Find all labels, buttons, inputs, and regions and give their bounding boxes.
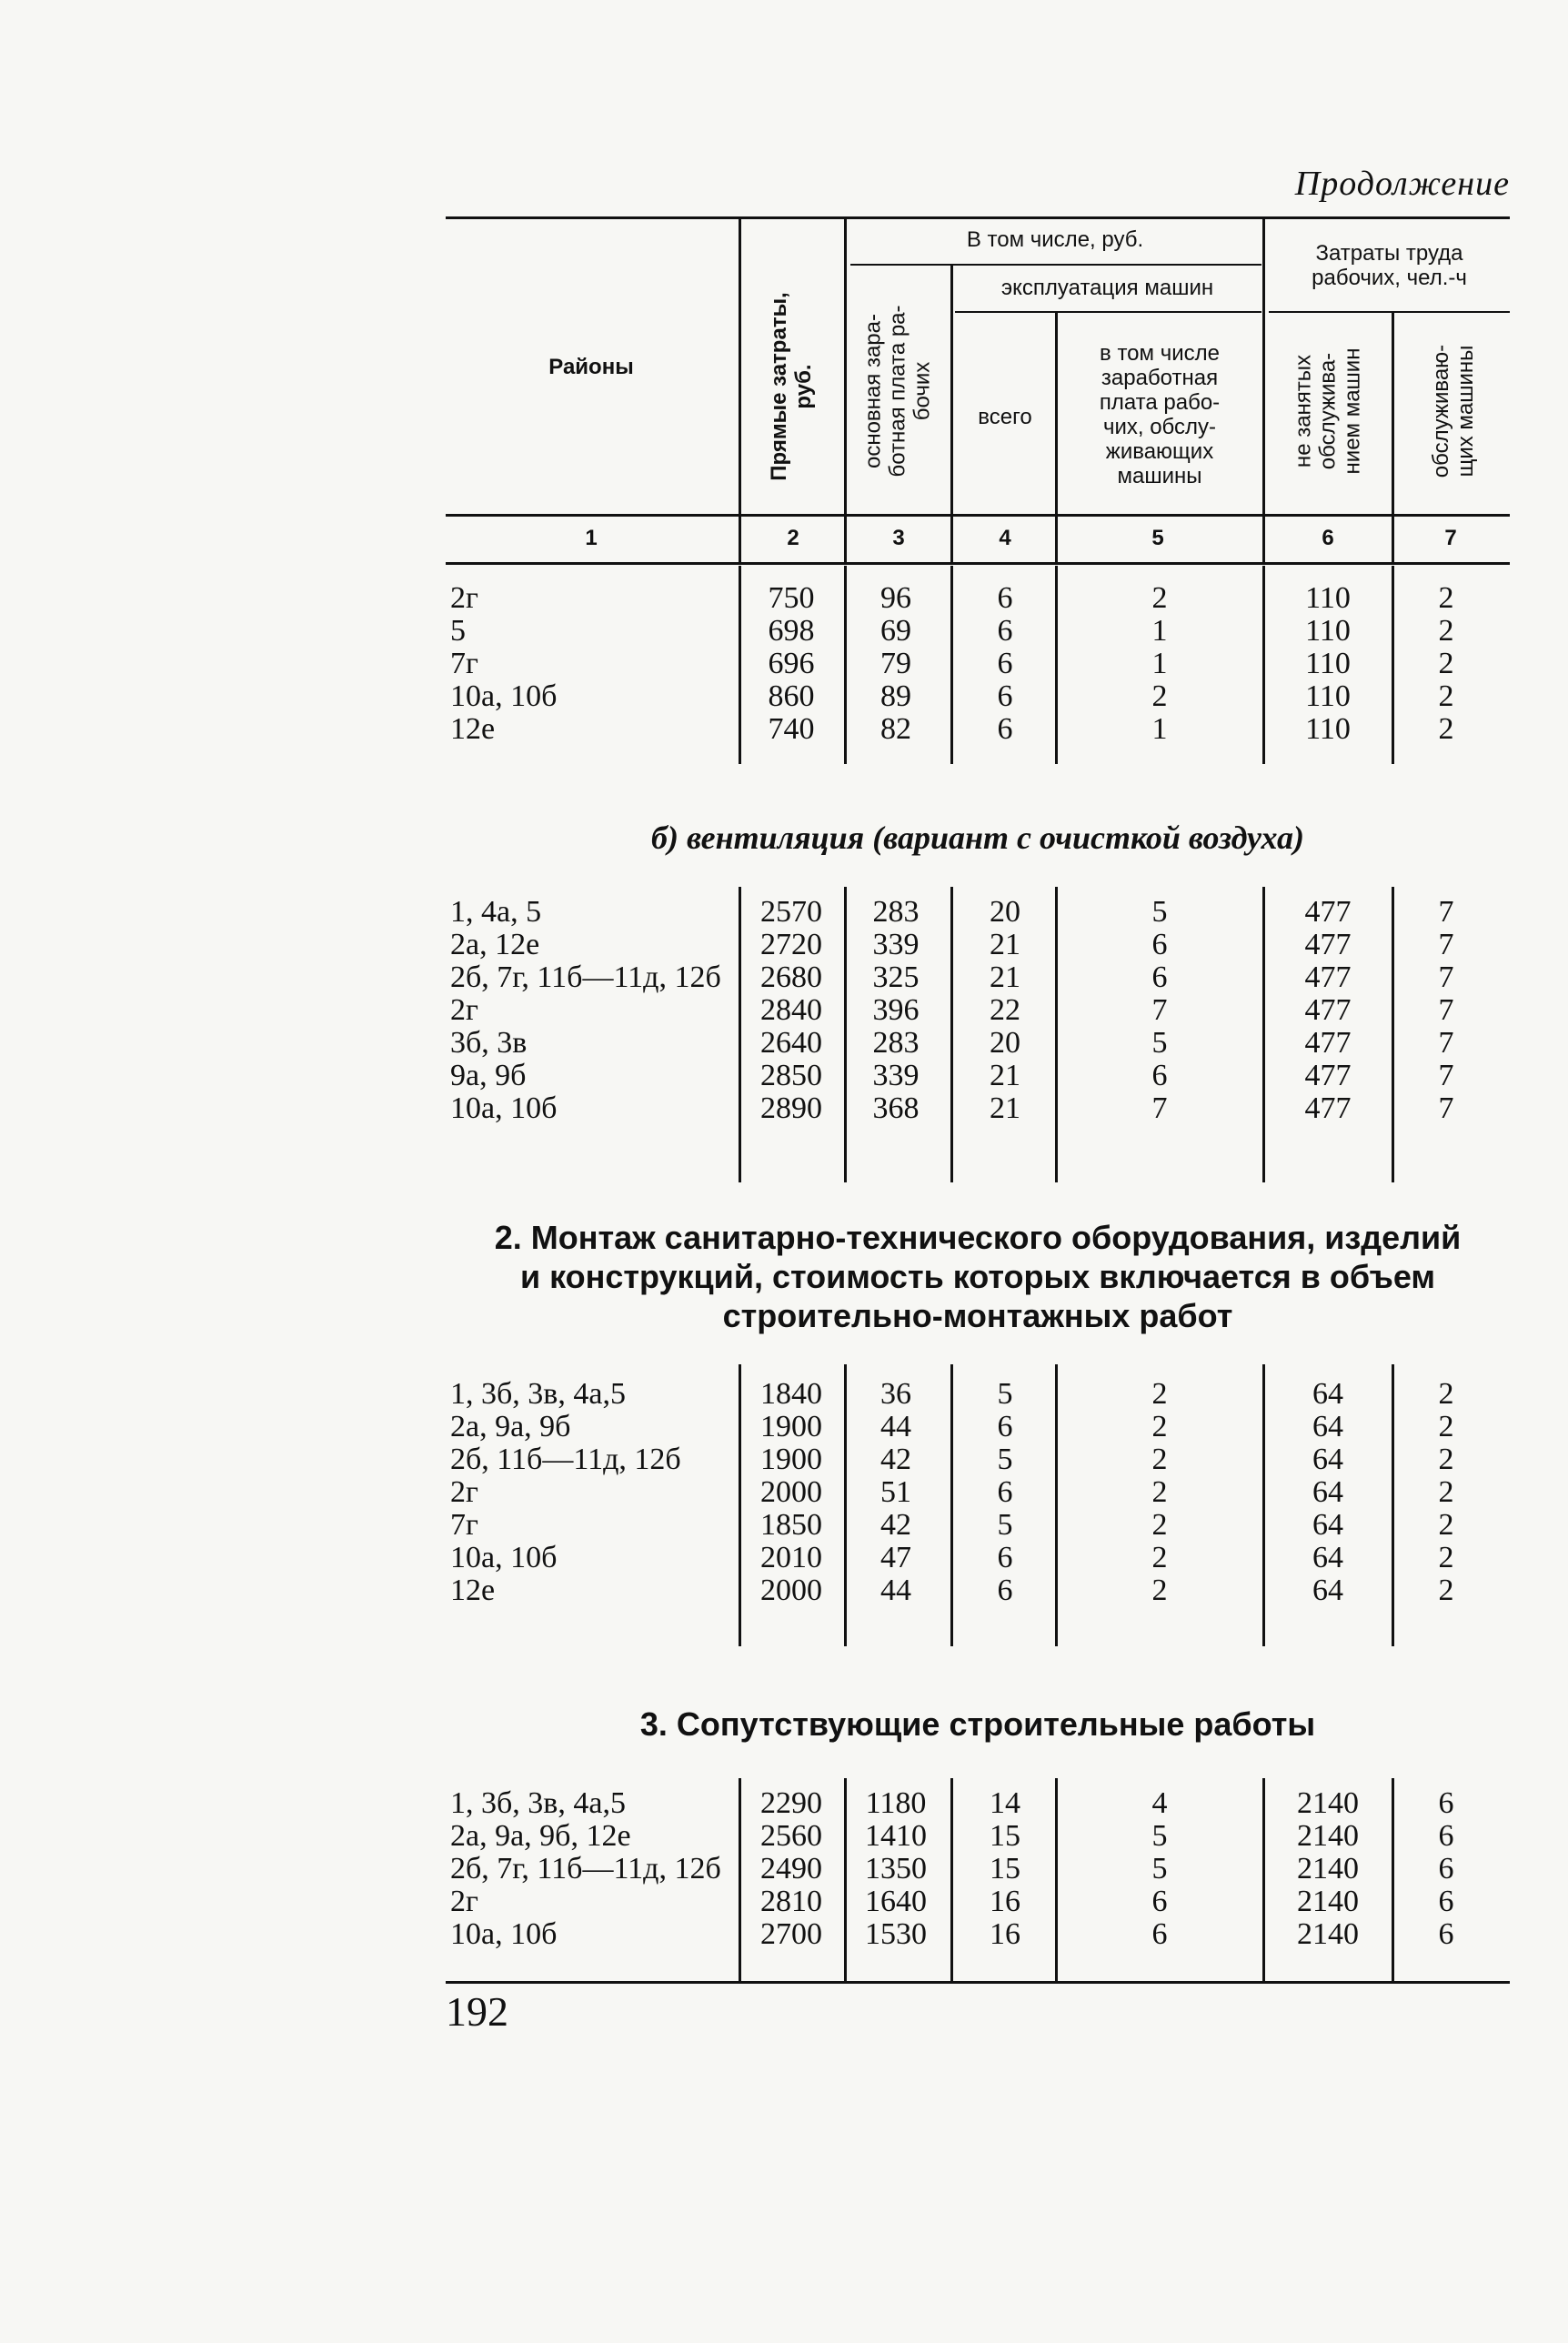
section-b-cell-col5: 6 bbox=[1151, 960, 1168, 994]
section-3-title: 3. Сопутствующие строительные работы bbox=[639, 1705, 1316, 1743]
section-b-cell-col6: 477 bbox=[1304, 895, 1352, 929]
section-a-cell-col5: 1 bbox=[1151, 712, 1168, 746]
section-b-cell-col5: 6 bbox=[1151, 928, 1168, 961]
section-a-cell-col5: 1 bbox=[1151, 647, 1168, 680]
section-2-cell-col2: 1900 bbox=[760, 1410, 822, 1443]
section-b-cell-col6: 477 bbox=[1304, 960, 1352, 994]
section-3-cell-col4: 14 bbox=[990, 1786, 1020, 1820]
section-2-cell-col4: 5 bbox=[997, 1508, 1013, 1542]
section-3-cell-col7: 6 bbox=[1438, 1786, 1454, 1820]
section-a-cell-col6: 110 bbox=[1305, 614, 1351, 648]
section-2-cell-col3: 44 bbox=[880, 1574, 911, 1607]
section-b-cell-col7: 7 bbox=[1438, 895, 1454, 929]
section-2-cell-col7: 2 bbox=[1438, 1443, 1454, 1476]
section-2-cell-col6: 64 bbox=[1312, 1508, 1343, 1542]
section-3-cell-col2: 2560 bbox=[760, 1819, 822, 1853]
section-a-cell-col5: 1 bbox=[1151, 614, 1168, 648]
section-3-cell-col4: 16 bbox=[990, 1917, 1020, 1951]
section-b-cell-col7: 7 bbox=[1438, 1026, 1454, 1060]
section-b-row bbox=[446, 929, 1510, 961]
section-a-cell-col1: 5 bbox=[450, 614, 466, 648]
section-2-cell-col5: 2 bbox=[1151, 1508, 1168, 1542]
section-b-cell-col1: 2а, 12е bbox=[450, 928, 540, 961]
section-b-cell-col5: 7 bbox=[1151, 1091, 1168, 1125]
header-col6: не занятых обслужива- нием машин bbox=[1291, 347, 1365, 475]
section-2-cell-col7: 2 bbox=[1438, 1475, 1454, 1509]
header-vsep-2 bbox=[844, 218, 847, 564]
section-2-cell-col7: 2 bbox=[1438, 1541, 1454, 1574]
section-a-cell-col3: 69 bbox=[880, 614, 911, 648]
section-2-row bbox=[446, 1378, 1510, 1411]
header-group-rule bbox=[850, 264, 1261, 266]
section-2-cell-col3: 42 bbox=[880, 1508, 911, 1542]
section-2-cell-col6: 64 bbox=[1312, 1475, 1343, 1509]
section-a-cell-col2: 698 bbox=[768, 614, 815, 648]
section-3-cell-col6: 2140 bbox=[1297, 1852, 1359, 1885]
section-2-cell-col1: 10а, 10б bbox=[450, 1541, 558, 1574]
section-3-cell-col4: 15 bbox=[990, 1852, 1020, 1885]
section-2-cell-col7: 2 bbox=[1438, 1377, 1454, 1411]
section-a-cell-col7: 2 bbox=[1438, 679, 1454, 713]
section-3-cell-col6: 2140 bbox=[1297, 1819, 1359, 1853]
section-3-cell-col7: 6 bbox=[1438, 1885, 1454, 1918]
section-2-cell-col3: 51 bbox=[880, 1475, 911, 1509]
header-col5: в том числе заработная плата рабо- чих, обслу- живающих машины bbox=[1099, 341, 1221, 488]
section-3-row bbox=[446, 1918, 1510, 1951]
section-2-row bbox=[446, 1509, 1510, 1542]
header-col3: основная зара- ботная плата ра- бочих bbox=[860, 305, 935, 478]
section-2-cell-col6: 64 bbox=[1312, 1574, 1343, 1607]
section-2-cell-col1: 7г bbox=[450, 1508, 478, 1542]
section-2-cell-col7: 2 bbox=[1438, 1410, 1454, 1443]
section-2-cell-col4: 5 bbox=[997, 1443, 1013, 1476]
section-3-cell-col3: 1640 bbox=[865, 1885, 927, 1918]
section-b-cell-col4: 20 bbox=[990, 895, 1020, 929]
section-a-cell-col3: 96 bbox=[880, 581, 911, 615]
section-b-cell-col3: 339 bbox=[872, 928, 920, 961]
section-3-cell-col2: 2810 bbox=[760, 1885, 822, 1918]
section-2-cell-col5: 2 bbox=[1151, 1574, 1168, 1607]
section-a-cell-col4: 6 bbox=[997, 647, 1013, 680]
section-b-cell-col3: 368 bbox=[872, 1091, 920, 1125]
section-3-row bbox=[446, 1820, 1510, 1853]
section-2-cell-col2: 2000 bbox=[760, 1475, 822, 1509]
colnum-1: 1 bbox=[585, 526, 598, 550]
section-3-cell-col7: 6 bbox=[1438, 1917, 1454, 1951]
section-3-cell-col3: 1180 bbox=[865, 1786, 927, 1820]
section-b-cell-col2: 2720 bbox=[760, 928, 822, 961]
section-2-cell-col4: 6 bbox=[997, 1410, 1013, 1443]
section-2-cell-col1: 2а, 9а, 9б bbox=[450, 1410, 571, 1443]
section-2-cell-col5: 2 bbox=[1151, 1443, 1168, 1476]
section-b-cell-col6: 477 bbox=[1304, 1026, 1352, 1060]
section-3-cell-col7: 6 bbox=[1438, 1852, 1454, 1885]
section-2-cell-col1: 12е bbox=[450, 1574, 496, 1607]
section-3-cell-col2: 2490 bbox=[760, 1852, 822, 1885]
section-3-row bbox=[446, 1885, 1510, 1918]
section-b-cell-col5: 5 bbox=[1151, 895, 1168, 929]
section-b-cell-col6: 477 bbox=[1304, 1059, 1352, 1092]
section-2-cell-col7: 2 bbox=[1438, 1508, 1454, 1542]
section-3-cell-col2: 2700 bbox=[760, 1917, 822, 1951]
section-2-cell-col5: 2 bbox=[1151, 1541, 1168, 1574]
colnum-3: 3 bbox=[892, 526, 905, 550]
section-a-cell-col2: 750 bbox=[768, 581, 815, 615]
section-b-row bbox=[446, 1092, 1510, 1125]
section-b-cell-col4: 21 bbox=[990, 960, 1020, 994]
section-3-cell-col3: 1410 bbox=[865, 1819, 927, 1853]
section-b-cell-col4: 21 bbox=[990, 1091, 1020, 1125]
section-b-row bbox=[446, 961, 1510, 994]
section-2-title-line3: строительно-монтажных работ bbox=[722, 1297, 1233, 1334]
section-2-cell-col3: 36 bbox=[880, 1377, 911, 1411]
section-3-cell-col5: 6 bbox=[1151, 1917, 1168, 1951]
section-a-cell-col4: 6 bbox=[997, 712, 1013, 746]
section-2-cell-col4: 6 bbox=[997, 1475, 1013, 1509]
section-a-cell-col1: 2г bbox=[450, 581, 478, 615]
section-a-cell-col7: 2 bbox=[1438, 614, 1454, 648]
section-a-row bbox=[446, 582, 1510, 615]
section-b-cell-col5: 5 bbox=[1151, 1026, 1168, 1060]
section-a-row bbox=[446, 713, 1510, 746]
section-a-cell-col6: 110 bbox=[1305, 647, 1351, 680]
section-3-cell-col3: 1530 bbox=[865, 1917, 927, 1951]
section-2-cell-col2: 2000 bbox=[760, 1574, 822, 1607]
page-number: 192 bbox=[446, 1988, 508, 2035]
section-b-cell-col4: 21 bbox=[990, 1059, 1020, 1092]
header-vsep-3 bbox=[950, 266, 953, 564]
section-b-cell-col3: 339 bbox=[872, 1059, 920, 1092]
section-b-cell-col6: 477 bbox=[1304, 928, 1352, 961]
section-2-cell-col2: 1900 bbox=[760, 1443, 822, 1476]
section-3-row bbox=[446, 1787, 1510, 1820]
section-a-cell-col1: 12е bbox=[450, 712, 496, 746]
section-a-cell-col5: 2 bbox=[1151, 679, 1168, 713]
section-2-cell-col5: 2 bbox=[1151, 1475, 1168, 1509]
table-bottom-rule bbox=[446, 1981, 1510, 1984]
section-2-cell-col6: 64 bbox=[1312, 1410, 1343, 1443]
section-3-cell-col7: 6 bbox=[1438, 1819, 1454, 1853]
section-a-cell-col1: 7г bbox=[450, 647, 478, 680]
section-2-cell-col4: 6 bbox=[997, 1541, 1013, 1574]
section-2-row bbox=[446, 1574, 1510, 1607]
section-b-cell-col2: 2840 bbox=[760, 993, 822, 1027]
section-2-cell-col7: 2 bbox=[1438, 1574, 1454, 1607]
section-2-row bbox=[446, 1443, 1510, 1476]
section-b-cell-col3: 396 bbox=[872, 993, 920, 1027]
section-3-cell-col3: 1350 bbox=[865, 1852, 927, 1885]
section-a-cell-col3: 79 bbox=[880, 647, 911, 680]
section-b-cell-col6: 477 bbox=[1304, 1091, 1352, 1125]
section-b-cell-col4: 22 bbox=[990, 993, 1020, 1027]
header-group-labor: Затраты труда рабочих, чел.-ч bbox=[1312, 241, 1467, 290]
section-2-cell-col1: 1, 3б, 3в, 4а,5 bbox=[450, 1377, 626, 1411]
section-3-cell-col6: 2140 bbox=[1297, 1786, 1359, 1820]
section-a-cell-col4: 6 bbox=[997, 679, 1013, 713]
section-a-row bbox=[446, 615, 1510, 648]
section-2-cell-col6: 64 bbox=[1312, 1443, 1343, 1476]
section-2-title-line2: и конструкций, стоимость которых включается в объем bbox=[519, 1258, 1436, 1295]
section-b-cell-col3: 283 bbox=[872, 895, 920, 929]
section-2-cell-col3: 47 bbox=[880, 1541, 911, 1574]
section-3-cell-col1: 2г bbox=[450, 1885, 478, 1918]
section-b-cell-col1: 10а, 10б bbox=[450, 1091, 558, 1125]
section-2-row bbox=[446, 1476, 1510, 1509]
section-a-cell-col2: 860 bbox=[768, 679, 815, 713]
section-2-cell-col6: 64 bbox=[1312, 1541, 1343, 1574]
section-3-cell-col5: 5 bbox=[1151, 1819, 1168, 1853]
section-b-cell-col7: 7 bbox=[1438, 1059, 1454, 1092]
section-b-cell-col7: 7 bbox=[1438, 993, 1454, 1027]
section-b-cell-col3: 325 bbox=[872, 960, 920, 994]
section-2-cell-col6: 64 bbox=[1312, 1377, 1343, 1411]
header-group-machines: эксплуатация машин bbox=[1000, 276, 1214, 300]
section-b-cell-col5: 7 bbox=[1151, 993, 1168, 1027]
section-2-cell-col2: 1850 bbox=[760, 1508, 822, 1542]
section-3-cell-col4: 16 bbox=[990, 1885, 1020, 1918]
section-a-cell-col2: 740 bbox=[768, 712, 815, 746]
section-b-cell-col2: 2850 bbox=[760, 1059, 822, 1092]
section-2-cell-col5: 2 bbox=[1151, 1410, 1168, 1443]
header-col4: всего bbox=[978, 405, 1032, 429]
section-a-row bbox=[446, 680, 1510, 713]
section-3-cell-col1: 2б, 7г, 11б—11д, 12б bbox=[450, 1852, 721, 1885]
section-a-cell-col6: 110 bbox=[1305, 712, 1351, 746]
section-a-cell-col7: 2 bbox=[1438, 647, 1454, 680]
column-numbers-rule bbox=[446, 562, 1510, 565]
section-a-cell-col7: 2 bbox=[1438, 581, 1454, 615]
section-a-cell-col6: 110 bbox=[1305, 581, 1351, 615]
section-b-cell-col6: 477 bbox=[1304, 993, 1352, 1027]
header-col7: обслуживаю- щих машины bbox=[1429, 344, 1478, 478]
section-2-cell-col4: 6 bbox=[997, 1574, 1013, 1607]
section-3-cell-col2: 2290 bbox=[760, 1786, 822, 1820]
section-2-cell-col4: 5 bbox=[997, 1377, 1013, 1411]
section-3-cell-col6: 2140 bbox=[1297, 1917, 1359, 1951]
colnum-4: 4 bbox=[999, 526, 1011, 550]
section-a-cell-col6: 110 bbox=[1305, 679, 1351, 713]
section-a-cell-col4: 6 bbox=[997, 614, 1013, 648]
section-b-cell-col1: 1, 4а, 5 bbox=[450, 895, 542, 929]
section-b-row bbox=[446, 896, 1510, 929]
section-3-cell-col4: 15 bbox=[990, 1819, 1020, 1853]
section-3-cell-col1: 2а, 9а, 9б, 12е bbox=[450, 1819, 631, 1853]
section-3-cell-col5: 5 bbox=[1151, 1852, 1168, 1885]
header-vsep-1 bbox=[739, 218, 741, 564]
section-3-cell-col1: 10а, 10б bbox=[450, 1917, 558, 1951]
section-b-cell-col7: 7 bbox=[1438, 960, 1454, 994]
section-b-cell-col1: 3б, 3в bbox=[450, 1026, 528, 1060]
header-machines-rule bbox=[955, 311, 1261, 313]
section-2-row bbox=[446, 1411, 1510, 1443]
header-labor-rule bbox=[1269, 311, 1510, 313]
section-2-cell-col2: 2010 bbox=[760, 1541, 822, 1574]
section-a-row bbox=[446, 648, 1510, 680]
section-2-cell-col2: 1840 bbox=[760, 1377, 822, 1411]
section-b-cell-col4: 20 bbox=[990, 1026, 1020, 1060]
section-a-cell-col1: 10а, 10б bbox=[450, 679, 558, 713]
section-b-cell-col2: 2640 bbox=[760, 1026, 822, 1060]
section-3-cell-col1: 1, 3б, 3в, 4а,5 bbox=[450, 1786, 626, 1820]
colnum-7: 7 bbox=[1444, 526, 1457, 550]
header-group-incl: В том числе, руб. bbox=[966, 227, 1144, 252]
colnum-6: 6 bbox=[1322, 526, 1334, 550]
section-3-cell-col5: 6 bbox=[1151, 1885, 1168, 1918]
section-3-row bbox=[446, 1853, 1510, 1885]
section-b-cell-col3: 283 bbox=[872, 1026, 920, 1060]
section-b-row bbox=[446, 1060, 1510, 1092]
section-a-cell-col2: 696 bbox=[768, 647, 815, 680]
section-a-cell-col5: 2 bbox=[1151, 581, 1168, 615]
header-col2: Прямые затраты, руб. bbox=[767, 292, 816, 481]
section-2-cell-col5: 2 bbox=[1151, 1377, 1168, 1411]
section-2-cell-col1: 2г bbox=[450, 1475, 478, 1509]
section-b-title: б) вентиляция (вариант с очисткой воздуха) bbox=[651, 820, 1304, 856]
continued-label: Продолжение bbox=[1294, 165, 1510, 203]
colnum-2: 2 bbox=[787, 526, 799, 550]
section-b-row bbox=[446, 1027, 1510, 1060]
section-b-cell-col1: 2б, 7г, 11б—11д, 12б bbox=[450, 960, 721, 994]
section-b-cell-col7: 7 bbox=[1438, 928, 1454, 961]
section-b-row bbox=[446, 994, 1510, 1027]
section-b-cell-col5: 6 bbox=[1151, 1059, 1168, 1092]
header-vsep-6 bbox=[1392, 313, 1394, 564]
section-b-cell-col1: 9а, 9б bbox=[450, 1059, 527, 1092]
section-a-cell-col3: 89 bbox=[880, 679, 911, 713]
section-a-cell-col3: 82 bbox=[880, 712, 911, 746]
section-2-cell-col1: 2б, 11б—11д, 12б bbox=[450, 1443, 681, 1476]
section-3-cell-col5: 4 bbox=[1151, 1786, 1168, 1820]
section-b-cell-col2: 2570 bbox=[760, 895, 822, 929]
section-a-cell-col4: 6 bbox=[997, 581, 1013, 615]
table-top-rule bbox=[446, 216, 1510, 219]
section-b-cell-col7: 7 bbox=[1438, 1091, 1454, 1125]
header-col1: Районы bbox=[548, 355, 634, 379]
section-b-cell-col4: 21 bbox=[990, 928, 1020, 961]
section-2-row bbox=[446, 1542, 1510, 1574]
section-2-cell-col3: 42 bbox=[880, 1443, 911, 1476]
header-bottom-rule bbox=[446, 514, 1510, 517]
section-2-title-line1: 2. Монтаж санитарно-технического оборудования, изделий bbox=[494, 1219, 1462, 1256]
section-2-cell-col3: 44 bbox=[880, 1410, 911, 1443]
header-vsep-4 bbox=[1055, 313, 1058, 564]
colnum-5: 5 bbox=[1151, 526, 1164, 550]
section-b-cell-col2: 2680 bbox=[760, 960, 822, 994]
section-a-cell-col7: 2 bbox=[1438, 712, 1454, 746]
section-b-cell-col1: 2г bbox=[450, 993, 478, 1027]
header-vsep-5 bbox=[1262, 218, 1265, 564]
section-3-cell-col6: 2140 bbox=[1297, 1885, 1359, 1918]
section-b-cell-col2: 2890 bbox=[760, 1091, 822, 1125]
